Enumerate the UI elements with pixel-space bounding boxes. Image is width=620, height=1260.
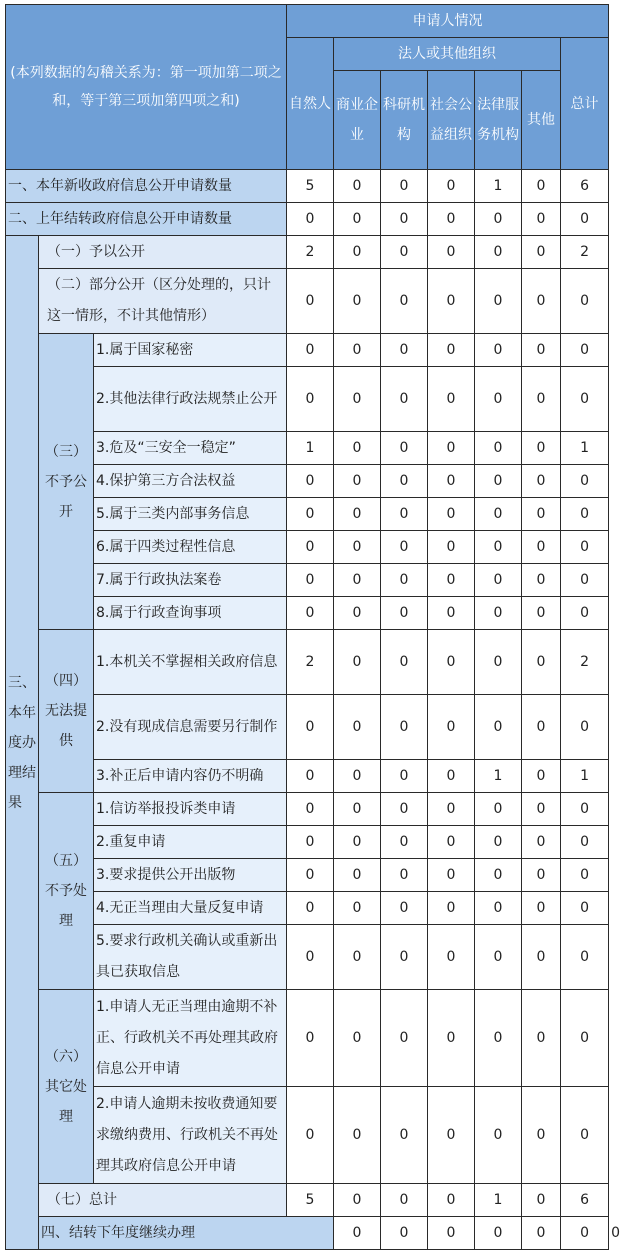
value-total: 0 bbox=[561, 990, 609, 1087]
value-public-welfare: 0 bbox=[428, 498, 475, 531]
value-public-welfare: 0 bbox=[428, 695, 475, 760]
value-public-welfare: 0 bbox=[428, 465, 475, 498]
value-research: 0 bbox=[381, 498, 428, 531]
value-legal-service: 0 bbox=[475, 236, 522, 269]
value-public-welfare: 0 bbox=[428, 760, 475, 793]
table-row bbox=[6, 793, 609, 826]
value-legal-service: 0 bbox=[475, 498, 522, 531]
table-row bbox=[6, 826, 609, 859]
value-research: 0 bbox=[381, 432, 428, 465]
value-total: 0 bbox=[561, 826, 609, 859]
value-natural-person: 0 bbox=[287, 334, 334, 367]
row-label: 3.危及“三安全一稳定” bbox=[94, 432, 287, 465]
value-natural-person: 0 bbox=[287, 826, 334, 859]
value-legal-service: 0 bbox=[475, 203, 522, 236]
value-total: 0 bbox=[561, 465, 609, 498]
row-label: （一）予以公开 bbox=[39, 236, 287, 269]
value-natural-person: 0 bbox=[287, 465, 334, 498]
value-public-welfare: 0 bbox=[428, 859, 475, 892]
col-header-business: 商业企业 bbox=[334, 71, 381, 170]
value-legal-service: 0 bbox=[475, 531, 522, 564]
value-natural-person: 0 bbox=[287, 531, 334, 564]
value-other: 0 bbox=[522, 826, 561, 859]
value-business: 0 bbox=[334, 531, 381, 564]
value-public-welfare: 0 bbox=[428, 170, 475, 203]
value-public-welfare: 0 bbox=[428, 793, 475, 826]
table-row bbox=[6, 760, 609, 793]
value-total: 0 bbox=[561, 892, 609, 925]
value-total: 1 bbox=[561, 432, 609, 465]
value-other: 0 bbox=[522, 859, 561, 892]
row-label: 5.要求行政机关确认或重新出具已获取信息 bbox=[94, 925, 287, 990]
value-other: 0 bbox=[522, 432, 561, 465]
value-legal-service: 0 bbox=[475, 432, 522, 465]
value-other: 0 bbox=[522, 465, 561, 498]
value-legal-service: 0 bbox=[475, 597, 522, 630]
gov-info-disclosure-table bbox=[5, 4, 620, 1250]
value-business: 0 bbox=[334, 465, 381, 498]
value-natural-person: 2 bbox=[287, 236, 334, 269]
row-label: 3.要求提供公开出版物 bbox=[94, 859, 287, 892]
value-total: 2 bbox=[561, 236, 609, 269]
table-row bbox=[6, 990, 609, 1087]
value-research: 0 bbox=[381, 793, 428, 826]
value-business: 0 bbox=[334, 564, 381, 597]
row-label: 2.其他法律行政法规禁止公开 bbox=[94, 367, 287, 432]
value-business: 0 bbox=[334, 597, 381, 630]
value-legal-service: 0 bbox=[475, 1087, 522, 1184]
value-other: 0 bbox=[522, 630, 561, 695]
value-business: 0 bbox=[334, 203, 381, 236]
natural-person-header: 自然人 bbox=[287, 38, 334, 170]
value-legal-service: 1 bbox=[475, 170, 522, 203]
value-business: 0 bbox=[334, 367, 381, 432]
table-row bbox=[6, 170, 609, 203]
value-public-welfare: 0 bbox=[428, 892, 475, 925]
value-research: 0 bbox=[381, 465, 428, 498]
row-label: 1.属于国家秘密 bbox=[94, 334, 287, 367]
table-row bbox=[6, 597, 609, 630]
value-business: 0 bbox=[334, 630, 381, 695]
table-row bbox=[6, 203, 609, 236]
value-public-welfare: 0 bbox=[475, 1217, 522, 1250]
table-row bbox=[6, 334, 609, 367]
value-other: 0 bbox=[522, 564, 561, 597]
value-research: 0 bbox=[381, 564, 428, 597]
table-row bbox=[6, 269, 609, 334]
table-row bbox=[6, 432, 609, 465]
value-research: 0 bbox=[381, 760, 428, 793]
value-research: 0 bbox=[381, 236, 428, 269]
value-business: 0 bbox=[334, 498, 381, 531]
value-legal-service: 0 bbox=[475, 793, 522, 826]
legal-org-header: 法人或其他组织 bbox=[334, 38, 561, 71]
value-business: 0 bbox=[334, 1087, 381, 1184]
value-public-welfare: 0 bbox=[428, 334, 475, 367]
value-other: 0 bbox=[561, 1217, 609, 1250]
value-business: 0 bbox=[334, 925, 381, 990]
value-total: 0 bbox=[561, 203, 609, 236]
table-row bbox=[6, 925, 609, 990]
value-legal-service: 0 bbox=[475, 564, 522, 597]
value-natural-person: 1 bbox=[287, 432, 334, 465]
row-label: 3.补正后申请内容仍不明确 bbox=[94, 760, 287, 793]
value-legal-service: 1 bbox=[475, 760, 522, 793]
group-label: （六）其它处理 bbox=[39, 990, 94, 1184]
value-other: 0 bbox=[522, 498, 561, 531]
value-total: 2 bbox=[561, 630, 609, 695]
value-public-welfare: 0 bbox=[428, 236, 475, 269]
row-label: 1.申请人无正当理由逾期不补正、行政机关不再处理其政府信息公开申请 bbox=[94, 990, 287, 1087]
row-label: 5.属于三类内部事务信息 bbox=[94, 498, 287, 531]
value-business: 0 bbox=[334, 269, 381, 334]
value-business: 0 bbox=[334, 760, 381, 793]
value-public-welfare: 0 bbox=[428, 432, 475, 465]
value-research: 0 bbox=[381, 597, 428, 630]
value-total: 6 bbox=[561, 1184, 609, 1217]
row-label: 二、上年结转政府信息公开申请数量 bbox=[6, 203, 287, 236]
value-business: 0 bbox=[334, 432, 381, 465]
value-legal-service: 0 bbox=[475, 367, 522, 432]
value-total: 1 bbox=[561, 760, 609, 793]
row-label: （二）部分公开（区分处理的，只计这一情形，不计其他情形） bbox=[39, 269, 287, 334]
table-row bbox=[6, 630, 609, 695]
value-research: 0 bbox=[381, 1087, 428, 1184]
row-label: 4.保护第三方合法权益 bbox=[94, 465, 287, 498]
value-public-welfare: 0 bbox=[428, 203, 475, 236]
value-other: 0 bbox=[522, 1184, 561, 1217]
value-legal-service: 1 bbox=[475, 1184, 522, 1217]
row-label: 2.没有现成信息需要另行制作 bbox=[94, 695, 287, 760]
table-row bbox=[6, 465, 609, 498]
value-research: 0 bbox=[381, 170, 428, 203]
value-legal-service: 0 bbox=[475, 925, 522, 990]
value-total: 0 bbox=[561, 925, 609, 990]
value-other: 0 bbox=[522, 203, 561, 236]
value-research: 0 bbox=[381, 892, 428, 925]
value-research: 0 bbox=[381, 269, 428, 334]
value-research: 0 bbox=[381, 531, 428, 564]
value-total: 0 bbox=[561, 531, 609, 564]
value-other: 0 bbox=[522, 695, 561, 760]
value-other: 0 bbox=[522, 597, 561, 630]
table-row bbox=[6, 695, 609, 760]
value-legal-service: 0 bbox=[475, 334, 522, 367]
value-total: 0 bbox=[561, 597, 609, 630]
value-natural-person: 0 bbox=[287, 760, 334, 793]
value-public-welfare: 0 bbox=[428, 1087, 475, 1184]
value-legal-service: 0 bbox=[475, 892, 522, 925]
value-natural-person: 0 bbox=[287, 564, 334, 597]
value-research: 0 bbox=[381, 859, 428, 892]
value-business: 0 bbox=[334, 695, 381, 760]
value-research: 0 bbox=[381, 203, 428, 236]
row-label: 1.信访举报投诉类申请 bbox=[94, 793, 287, 826]
col-header-other: 其他 bbox=[522, 71, 561, 170]
value-business: 0 bbox=[334, 1184, 381, 1217]
total-header: 总计 bbox=[561, 38, 609, 170]
value-public-welfare: 0 bbox=[428, 367, 475, 432]
group-label: （五）不予处理 bbox=[39, 793, 94, 990]
value-natural-person: 0 bbox=[334, 1217, 381, 1250]
table-row bbox=[6, 1184, 609, 1217]
value-natural-person: 0 bbox=[287, 990, 334, 1087]
row-label: 4.无正当理由大量反复申请 bbox=[94, 892, 287, 925]
value-business: 0 bbox=[381, 1217, 428, 1250]
value-other: 0 bbox=[522, 367, 561, 432]
value-natural-person: 0 bbox=[287, 925, 334, 990]
value-business: 0 bbox=[334, 859, 381, 892]
row-label: 一、本年新收政府信息公开申请数量 bbox=[6, 170, 287, 203]
value-business: 0 bbox=[334, 990, 381, 1087]
value-natural-person: 0 bbox=[287, 892, 334, 925]
value-natural-person: 2 bbox=[287, 630, 334, 695]
value-research: 0 bbox=[381, 695, 428, 760]
value-total: 0 bbox=[561, 859, 609, 892]
value-total: 0 bbox=[561, 695, 609, 760]
value-research: 0 bbox=[428, 1217, 475, 1250]
value-other: 0 bbox=[522, 793, 561, 826]
value-legal-service: 0 bbox=[475, 990, 522, 1087]
corner-note: (本列数据的勾稽关系为：第一项加第二项之和，等于第三项加第四项之和) bbox=[6, 5, 287, 170]
table-row bbox=[6, 531, 609, 564]
value-research: 0 bbox=[381, 630, 428, 695]
value-total: 0 bbox=[561, 564, 609, 597]
value-business: 0 bbox=[334, 892, 381, 925]
value-legal-service: 0 bbox=[475, 630, 522, 695]
value-other: 0 bbox=[522, 334, 561, 367]
value-public-welfare: 0 bbox=[428, 269, 475, 334]
value-other: 0 bbox=[522, 170, 561, 203]
value-other: 0 bbox=[522, 925, 561, 990]
row-label: 2.申请人逾期未按收费通知要求缴纳费用、行政机关不再处理其政府信息公开申请 bbox=[94, 1087, 287, 1184]
col-header-public-welfare: 社会公益组织 bbox=[428, 71, 475, 170]
table-row: 四、结转下年度继续办理 0 0 0 0 0 0 0 bbox=[6, 1217, 609, 1250]
value-total: 0 bbox=[561, 1087, 609, 1184]
value-other: 0 bbox=[522, 269, 561, 334]
value-research: 0 bbox=[381, 925, 428, 990]
row-label: 四、结转下年度继续办理 bbox=[39, 1217, 334, 1250]
value-legal-service: 0 bbox=[475, 269, 522, 334]
value-public-welfare: 0 bbox=[428, 925, 475, 990]
value-natural-person: 0 bbox=[287, 695, 334, 760]
group-label: （四）无法提供 bbox=[39, 630, 94, 793]
table-row bbox=[6, 859, 609, 892]
value-natural-person: 0 bbox=[287, 498, 334, 531]
value-natural-person: 0 bbox=[287, 859, 334, 892]
value-research: 0 bbox=[381, 334, 428, 367]
value-other: 0 bbox=[522, 531, 561, 564]
value-natural-person: 0 bbox=[287, 203, 334, 236]
applicant-header: 申请人情况 bbox=[287, 5, 609, 38]
value-public-welfare: 0 bbox=[428, 531, 475, 564]
row-label: 8.属于行政查询事项 bbox=[94, 597, 287, 630]
table-row bbox=[6, 564, 609, 597]
value-total: 0 bbox=[561, 498, 609, 531]
value-public-welfare: 0 bbox=[428, 564, 475, 597]
value-legal-service: 0 bbox=[475, 465, 522, 498]
value-natural-person: 0 bbox=[287, 793, 334, 826]
value-natural-person: 5 bbox=[287, 170, 334, 203]
value-other: 0 bbox=[522, 1087, 561, 1184]
value-public-welfare: 0 bbox=[428, 826, 475, 859]
value-other: 0 bbox=[522, 892, 561, 925]
group-label: （三）不予公开 bbox=[39, 334, 94, 630]
value-public-welfare: 0 bbox=[428, 1184, 475, 1217]
value-business: 0 bbox=[334, 170, 381, 203]
row-label: （七）总计 bbox=[39, 1184, 287, 1217]
value-legal-service: 0 bbox=[475, 859, 522, 892]
value-public-welfare: 0 bbox=[428, 597, 475, 630]
value-other: 0 bbox=[522, 236, 561, 269]
value-research: 0 bbox=[381, 990, 428, 1087]
col-header-research: 科研机构 bbox=[381, 71, 428, 170]
value-public-welfare: 0 bbox=[428, 990, 475, 1087]
value-natural-person: 0 bbox=[287, 1087, 334, 1184]
value-total: 0 bbox=[561, 269, 609, 334]
row-label: 7.属于行政执法案卷 bbox=[94, 564, 287, 597]
row-label: 6.属于四类过程性信息 bbox=[94, 531, 287, 564]
value-legal-service: 0 bbox=[522, 1217, 561, 1250]
value-other: 0 bbox=[522, 990, 561, 1087]
value-business: 0 bbox=[334, 826, 381, 859]
value-legal-service: 0 bbox=[475, 695, 522, 760]
table-row bbox=[6, 367, 609, 432]
result-group-label: 三、本年度办理结果 bbox=[6, 236, 39, 1250]
value-public-welfare: 0 bbox=[428, 630, 475, 695]
row-label: 1.本机关不掌握相关政府信息 bbox=[94, 630, 287, 695]
value-total: 0 bbox=[561, 793, 609, 826]
value-natural-person: 0 bbox=[287, 367, 334, 432]
value-legal-service: 0 bbox=[475, 826, 522, 859]
value-total: 0 bbox=[561, 367, 609, 432]
value-research: 0 bbox=[381, 367, 428, 432]
value-business: 0 bbox=[334, 793, 381, 826]
table-row bbox=[6, 892, 609, 925]
value-total: 0 bbox=[561, 334, 609, 367]
table-row bbox=[6, 1087, 609, 1184]
value-business: 0 bbox=[334, 334, 381, 367]
value-total: 6 bbox=[561, 170, 609, 203]
value-natural-person: 0 bbox=[287, 597, 334, 630]
row-label: 2.重复申请 bbox=[94, 826, 287, 859]
value-business: 0 bbox=[334, 236, 381, 269]
value-natural-person: 5 bbox=[287, 1184, 334, 1217]
value-natural-person: 0 bbox=[287, 269, 334, 334]
col-header-legal-service: 法律服务机构 bbox=[475, 71, 522, 170]
table-row bbox=[6, 236, 609, 269]
table-row bbox=[6, 498, 609, 531]
value-other: 0 bbox=[522, 760, 561, 793]
value-research: 0 bbox=[381, 1184, 428, 1217]
value-research: 0 bbox=[381, 826, 428, 859]
